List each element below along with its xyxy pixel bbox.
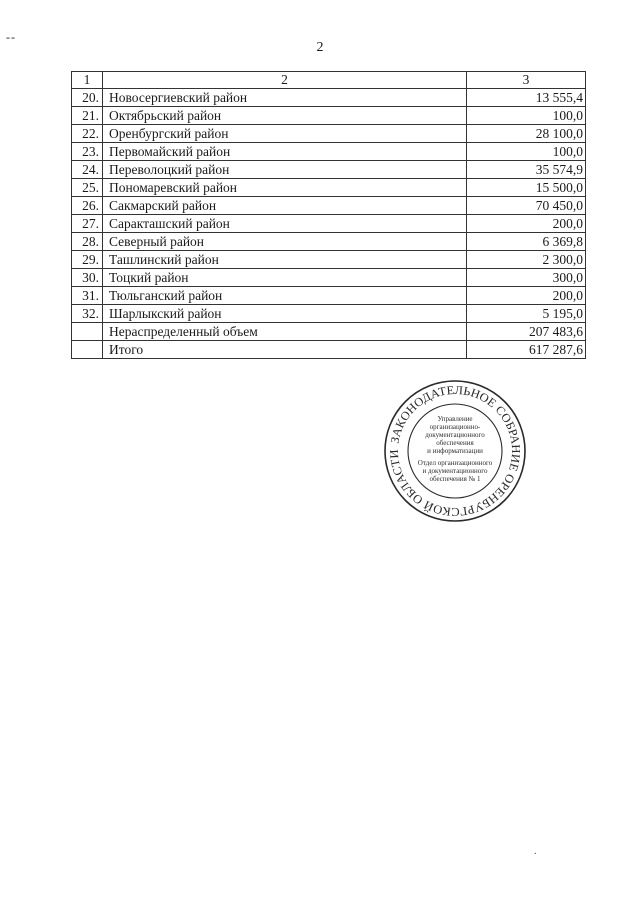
row-value-cell: 35 574,9 bbox=[467, 161, 586, 179]
row-name-cell: Ташлинский район bbox=[103, 251, 467, 269]
stamp-inner-line: обеспечения bbox=[436, 439, 474, 447]
row-number-cell: 23. bbox=[72, 143, 103, 161]
row-number-cell: 32. bbox=[72, 305, 103, 323]
row-name-cell: Пономаревский район bbox=[103, 179, 467, 197]
row-name-cell: Северный район bbox=[103, 233, 467, 251]
row-value-cell: 207 483,6 bbox=[467, 323, 586, 341]
row-name-cell: Сакмарский район bbox=[103, 197, 467, 215]
table-row bbox=[72, 251, 586, 269]
row-name-cell: Нераспределенный объем bbox=[103, 323, 467, 341]
table-row bbox=[72, 125, 586, 143]
row-value-cell: 300,0 bbox=[467, 269, 586, 287]
header-cell-number: 1 bbox=[72, 72, 103, 89]
table-row bbox=[72, 89, 586, 107]
row-number-cell: 30. bbox=[72, 269, 103, 287]
table-row bbox=[72, 215, 586, 233]
table-row bbox=[72, 107, 586, 125]
row-number-cell bbox=[72, 323, 103, 341]
table-row bbox=[72, 233, 586, 251]
table-row bbox=[72, 269, 586, 287]
row-name-cell: Шарлыкский район bbox=[103, 305, 467, 323]
row-number-cell: 21. bbox=[72, 107, 103, 125]
stamp-inner-line: документационного bbox=[425, 431, 485, 439]
row-value-cell: 13 555,4 bbox=[467, 89, 586, 107]
row-name-cell: Саракташский район bbox=[103, 215, 467, 233]
row-value-cell: 70 450,0 bbox=[467, 197, 586, 215]
stamp-ring-text: ЗАКОНОДАТЕЛЬНОЕ СОБРАНИЕ ОРЕНБУРГСКОЙ ОБЛАСТИ bbox=[386, 382, 524, 520]
row-name-cell: Итого bbox=[103, 341, 467, 359]
stamp-inner-line: обеспечения № 1 bbox=[429, 475, 481, 483]
footer-mark: . bbox=[534, 846, 537, 857]
page-number: 2 bbox=[316, 40, 324, 55]
table-header-row bbox=[72, 72, 586, 89]
stamp-inner-line: и информатизации bbox=[427, 447, 483, 455]
table-row bbox=[72, 179, 586, 197]
row-value-cell: 28 100,0 bbox=[467, 125, 586, 143]
row-number-cell: 26. bbox=[72, 197, 103, 215]
row-name-cell: Оренбургский район bbox=[103, 125, 467, 143]
row-value-cell: 200,0 bbox=[467, 287, 586, 305]
stamp-inner-line: организационно- bbox=[429, 423, 481, 431]
table-row bbox=[72, 161, 586, 179]
row-number-cell: 24. bbox=[72, 161, 103, 179]
row-number-cell: 22. bbox=[72, 125, 103, 143]
stamp-inner-line: Отдел организационного bbox=[417, 459, 493, 467]
allocation-table bbox=[71, 71, 586, 359]
row-name-cell: Октябрьский район bbox=[103, 107, 467, 125]
row-name-cell: Первомайский район bbox=[103, 143, 467, 161]
row-value-cell: 100,0 bbox=[467, 107, 586, 125]
table-row bbox=[72, 323, 586, 341]
row-value-cell: 200,0 bbox=[467, 215, 586, 233]
table-row bbox=[72, 197, 586, 215]
stamp-inner-line: Управление bbox=[437, 415, 473, 423]
stamp-inner-line: и документационного bbox=[422, 467, 488, 475]
row-number-cell: 29. bbox=[72, 251, 103, 269]
row-value-cell: 100,0 bbox=[467, 143, 586, 161]
row-name-cell: Тюльганский район bbox=[103, 287, 467, 305]
official-stamp bbox=[383, 379, 527, 523]
row-name-cell: Тоцкий район bbox=[103, 269, 467, 287]
row-number-cell: 31. bbox=[72, 287, 103, 305]
row-value-cell: 2 300,0 bbox=[467, 251, 586, 269]
row-value-cell: 617 287,6 bbox=[467, 341, 586, 359]
table-row bbox=[72, 341, 586, 359]
row-name-cell: Новосергиевский район bbox=[103, 89, 467, 107]
row-number-cell: 28. bbox=[72, 233, 103, 251]
header-cell-value: 3 bbox=[467, 72, 586, 89]
row-number-cell: 20. bbox=[72, 89, 103, 107]
row-value-cell: 6 369,8 bbox=[467, 233, 586, 251]
corner-mark: -- bbox=[6, 30, 16, 44]
row-value-cell: 15 500,0 bbox=[467, 179, 586, 197]
row-number-cell: 27. bbox=[72, 215, 103, 233]
table-row bbox=[72, 305, 586, 323]
row-number-cell bbox=[72, 341, 103, 359]
row-number-cell: 25. bbox=[72, 179, 103, 197]
table-row bbox=[72, 143, 586, 161]
row-value-cell: 5 195,0 bbox=[467, 305, 586, 323]
table-row bbox=[72, 287, 586, 305]
header-cell-name: 2 bbox=[103, 72, 467, 89]
row-name-cell: Переволоцкий район bbox=[103, 161, 467, 179]
